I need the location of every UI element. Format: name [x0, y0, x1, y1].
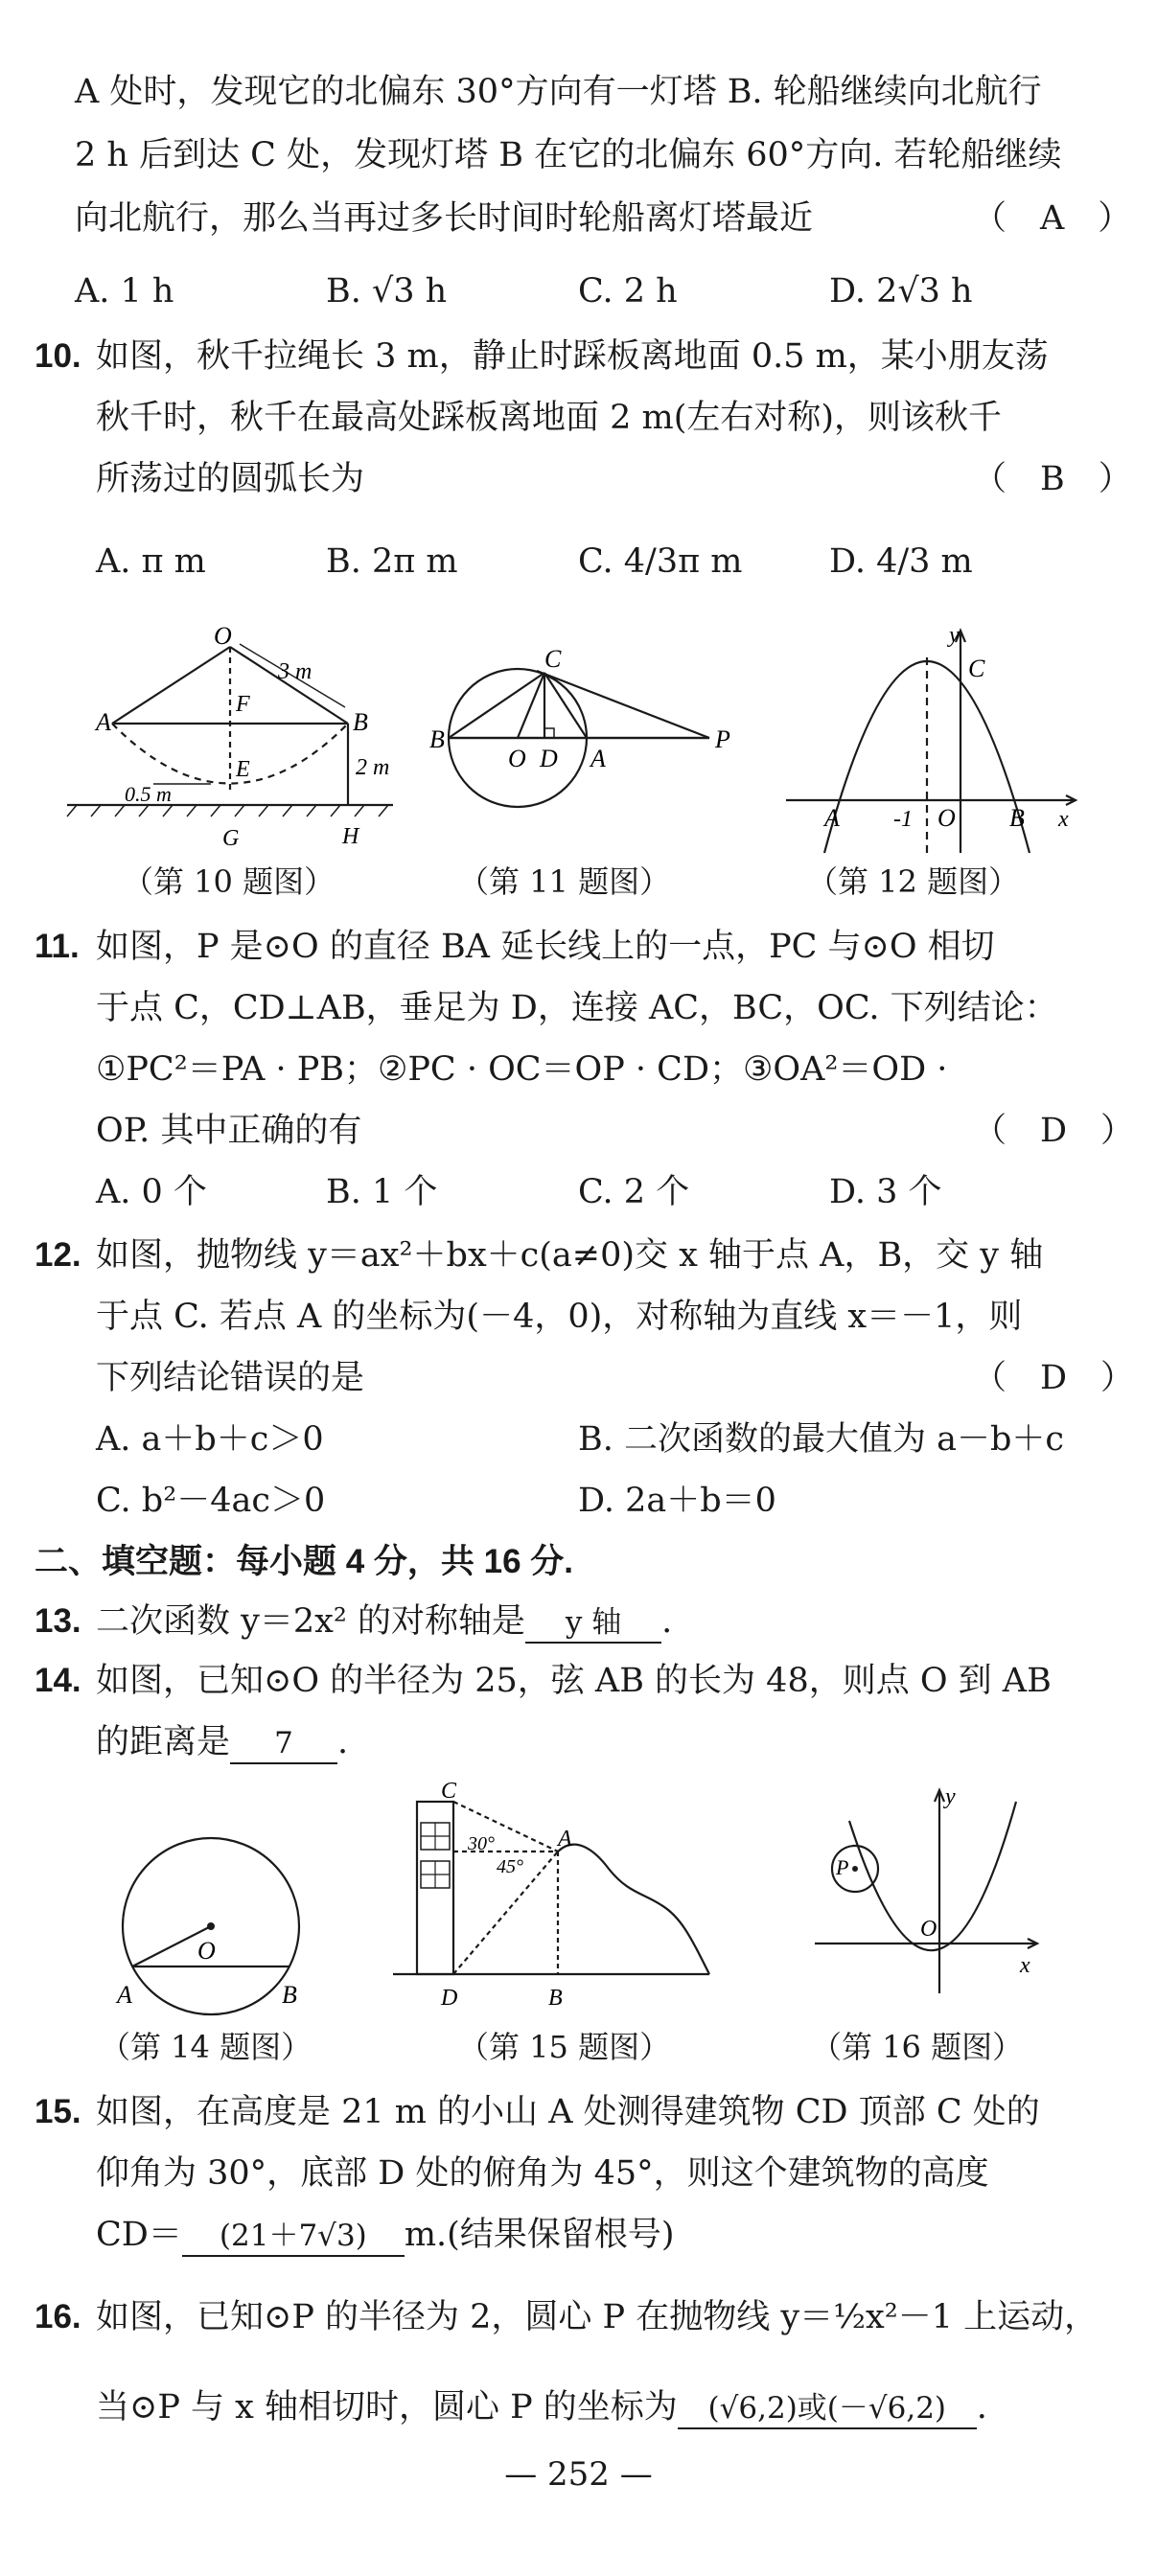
- fig11-label-p: P: [715, 725, 730, 753]
- q10-option-a: A. π m: [96, 542, 206, 581]
- q14-line-1: 如图，已知⊙O 的半径为 25，弦 AB 的长为 48，则点 O 到 AB: [96, 1662, 1052, 1700]
- q13-post: .: [661, 1602, 673, 1641]
- caption-fig-16: （第 16 题图）: [811, 2029, 1024, 2065]
- q13-number: 13.: [35, 1602, 81, 1640]
- fig16-label-p: P: [836, 1855, 849, 1879]
- fig10-height-05m: 0.5 m: [125, 782, 172, 806]
- fig16-label-x: x: [1020, 1953, 1030, 1978]
- q12-option-d: D. 2a＋b＝0: [578, 1482, 776, 1520]
- fig10-label-g: G: [222, 826, 240, 851]
- fig10-label-a: A: [96, 708, 111, 736]
- fig11-label-d: D: [540, 745, 558, 772]
- fig15-angle-45: 45°: [497, 1856, 523, 1877]
- caption-fig-10: （第 10 题图）: [123, 863, 336, 900]
- q12-option-b: B. 二次函数的最大值为 a－b＋c: [578, 1420, 1064, 1459]
- q15-number: 15.: [35, 2093, 81, 2130]
- figure-row-1: [58, 623, 1112, 872]
- fig15-label-d: D: [441, 1986, 458, 2011]
- q12-number: 12.: [35, 1236, 81, 1274]
- q11-line-2: 于点 C，CD⊥AB，垂足为 D，连接 AC，BC，OC. 下列结论：: [96, 989, 1058, 1027]
- figure-15-building: [393, 1802, 709, 1974]
- q14-fill-answer: 7: [230, 1724, 337, 1764]
- q9-option-b: B. √3 h: [326, 272, 448, 310]
- q11-line-1: 如图，P 是⊙O 的直径 BA 延长线上的一点，PC 与⊙O 相切: [96, 928, 995, 966]
- q12-line-3: 下列结论错误的是: [96, 1359, 365, 1397]
- fig10-label-o: O: [214, 623, 232, 650]
- q15-post: m.(结果保留根号): [404, 2216, 675, 2254]
- fig12-label-b: B: [1009, 804, 1025, 832]
- fig14-label-b: B: [282, 1981, 297, 2009]
- fig10-rope-length: 3 m: [278, 659, 312, 684]
- q14-text-2: [96, 1721, 348, 1764]
- q16-pre: 当⊙P 与 x 轴相切时，圆心 P 的坐标为: [96, 2388, 678, 2426]
- fig10-label-h: H: [342, 824, 359, 849]
- q9-answer: （ A ）: [973, 199, 1132, 238]
- fig12-label-c: C: [968, 655, 985, 682]
- fig11-label-a: A: [590, 745, 606, 772]
- fig12-label-o: O: [937, 804, 956, 832]
- q10-number: 10.: [35, 337, 81, 375]
- q13-pre: 二次函数 y＝2x² 的对称轴是: [96, 1602, 526, 1641]
- q13-fill-answer: y 轴: [525, 1603, 661, 1644]
- q9-option-c: C. 2 h: [578, 272, 678, 310]
- fig12-label-x: x: [1058, 807, 1069, 832]
- q10-option-c: C. 4/3π m: [578, 542, 743, 581]
- fig16-label-y: y: [945, 1784, 956, 1809]
- fig15-label-b: B: [548, 1986, 563, 2011]
- q10-line-2: 秋千时，秋千在最高处踩板离地面 2 m(左右对称)，则该秋千: [96, 399, 1003, 437]
- caption-fig-15: （第 15 题图）: [458, 2029, 671, 2065]
- q15-fill-answer: (21＋7√3): [182, 2217, 405, 2257]
- q10-option-d: D. 4/3 m: [829, 542, 973, 581]
- fig10-label-b: B: [353, 708, 368, 736]
- q15-pre: CD＝: [96, 2216, 182, 2254]
- caption-fig-14: （第 14 题图）: [100, 2029, 312, 2065]
- fig12-label-a: A: [824, 804, 840, 832]
- fig11-label-b: B: [429, 725, 445, 753]
- q15-line-2: 仰角为 30°，底部 D 处的俯角为 45°，则这个建筑物的高度: [96, 2154, 989, 2193]
- fig16-center-dot: [852, 1866, 858, 1872]
- q11-option-d: D. 3 个: [829, 1173, 942, 1211]
- q11-option-a: A. 0 个: [96, 1173, 207, 1211]
- q9-line-1: A 处时，发现它的北偏东 30°方向有一灯塔 B. 轮船继续向北航行: [75, 73, 1042, 111]
- q12-option-a: A. a＋b＋c＞0: [96, 1420, 324, 1459]
- q12-answer: （ D ）: [973, 1359, 1135, 1397]
- fig14-center-dot: [207, 1922, 215, 1930]
- q12-option-c: C. b²－4ac＞0: [96, 1482, 326, 1520]
- fig14-label-o: O: [197, 1937, 216, 1965]
- q14-number: 14.: [35, 1662, 81, 1699]
- fig10-label-f: F: [236, 692, 250, 717]
- q14-post: .: [337, 1723, 349, 1761]
- q16-line-1: 如图，已知⊙P 的半径为 2，圆心 P 在抛物线 y＝½x²－1 上运动，: [96, 2298, 1099, 2336]
- q12-line-1: 如图，抛物线 y＝ax²＋bx＋c(a≠0)交 x 轴于点 A，B，交 y 轴: [96, 1236, 1044, 1275]
- q16-text-2: [96, 2386, 987, 2429]
- figure-row-2: [58, 1782, 1112, 2022]
- figure-16-parabola-circle: [815, 1790, 1037, 1993]
- q16-number: 16.: [35, 2298, 81, 2335]
- q15-text-3: [96, 2214, 674, 2257]
- q11-option-c: C. 2 个: [578, 1173, 690, 1211]
- q11-number: 11.: [35, 928, 80, 965]
- q10-answer: （ B ）: [973, 460, 1132, 498]
- q10-line-3: 所荡过的圆弧长为: [96, 460, 365, 498]
- q9-line-3: 向北航行，那么当再过多长时间时轮船离灯塔最近: [75, 199, 814, 238]
- caption-fig-12: （第 12 题图）: [807, 863, 1020, 900]
- q11-line-4: OP. 其中正确的有: [96, 1112, 362, 1150]
- fig12-label-y: y: [949, 623, 960, 648]
- q12-line-2: 于点 C. 若点 A 的坐标为(－4，0)，对称轴为直线 x＝－1，则: [96, 1298, 1023, 1336]
- fig16-label-o: O: [920, 1917, 937, 1942]
- fig11-label-c: C: [544, 645, 562, 673]
- fig15-label-c: C: [441, 1782, 457, 1804]
- figure-11-tangent: [449, 669, 709, 807]
- q16-fill-answer: (√6,2)或(－√6,2): [678, 2389, 977, 2429]
- fig12-label-minus1: -1: [893, 807, 913, 832]
- figure-10-swing: [67, 644, 393, 816]
- q16-post: .: [976, 2388, 987, 2426]
- fig10-label-e: E: [236, 757, 250, 782]
- q15-line-1: 如图，在高度是 21 m 的小山 A 处测得建筑物 CD 顶部 C 处的: [96, 2093, 1040, 2131]
- q9-option-a: A. 1 h: [75, 272, 174, 310]
- q10-option-b: B. 2π m: [326, 542, 458, 581]
- page-number: — 252 —: [504, 2455, 653, 2494]
- fig15-label-a: A: [558, 1827, 572, 1852]
- fig15-angle-30: 30°: [468, 1833, 495, 1854]
- q10-line-1: 如图，秋千拉绳长 3 m，静止时踩板离地面 0.5 m，某小朋友荡: [96, 337, 1049, 376]
- q11-line-3: ①PC²＝PA · PB；②PC · OC＝OP · CD；③OA²＝OD ·: [96, 1050, 948, 1089]
- fig14-label-a: A: [117, 1981, 132, 2009]
- q14-pre: 的距离是: [96, 1723, 231, 1761]
- caption-fig-11: （第 11 题图）: [458, 863, 671, 900]
- q9-line-2: 2 h 后到达 C 处，发现灯塔 B 在它的北偏东 60°方向. 若轮船继续: [75, 136, 1062, 174]
- fig11-label-o: O: [508, 745, 526, 772]
- q11-answer: （ D ）: [973, 1112, 1135, 1150]
- section-2-title: 二、填空题：每小题 4 分，共 16 分.: [35, 1543, 574, 1580]
- q13-text: [96, 1600, 672, 1644]
- fig10-height-2m: 2 m: [356, 755, 390, 780]
- q9-option-d: D. 2√3 h: [829, 272, 973, 310]
- q11-option-b: B. 1 个: [326, 1173, 438, 1211]
